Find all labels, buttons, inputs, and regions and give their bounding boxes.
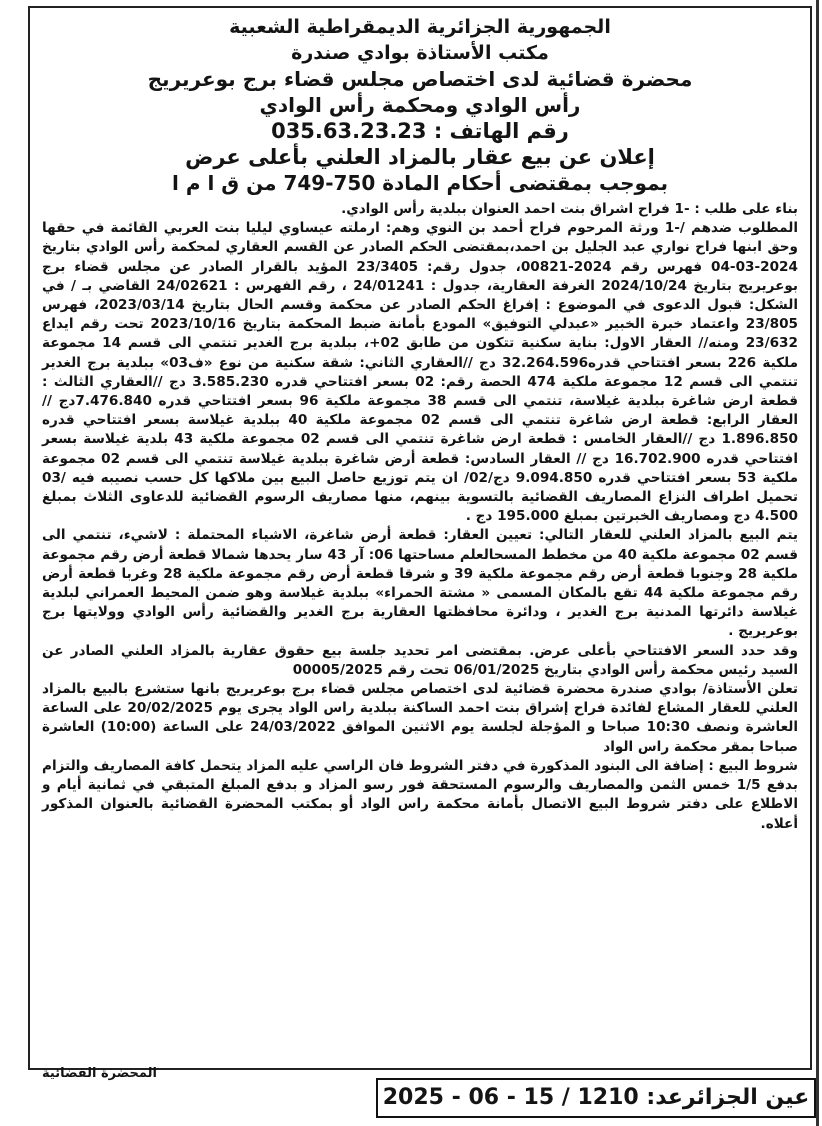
column-divider [816, 0, 819, 1126]
paragraph-conditions: شروط البيع : إضافة الى البنود المذكورة في دفتر الشروط فان الراسي عليه المزاد يتحمل كافة المصاريف والتزام بدفع 1/5 خمس الثمن والمصاريف والرسوم المستحقة فور رسو المزاد و بدفع المبلغ المتبقي في ثمانية أيام و الاطلاع على دفتر شروط البيع الاتصال بأمانة محكمة راس الواد أو بمكتب المحضرة القضائية بالعنوان المذكور أعلاه. [42, 757, 798, 832]
bailiff-jurisdiction: محضرة قضائية لدى اختصاص مجلس قضاء برج بوعريريج [147, 67, 693, 91]
office-name: مكتب الأستاذة بوادي صندرة [291, 42, 549, 64]
announcement-body [30, 196, 810, 834]
phone-number: رقم الهاتف : 035.63.23.23 [271, 119, 569, 143]
legal-basis: بموجب بمقتضى أحكام المادة 750-749 من ق ا م ا [172, 171, 668, 195]
paragraph-defendants: المطلوب ضدهم /-1 ورثة المرحوم فراح أحمد بن النوي وهم: ارملته عيساوي ليليا بنت العربي القائمة في حقها وحق ابنها فراح نواري عبد الجليل بن احمد،بمقتضى الحكم الصادر عن القسم العقاري لمحكمة رأس الوادي بتاريخ 2024-03-04 فهرس رقم 2024-00821، جدول رقم: 23/3405 المؤيد بالقرار الصادر عن مجلس قضاء برج بوعريريج بتاريخ 2024/10/24 الغرفة العقارية، جدول : 24/01241 ، رقم الفهرس : 24/02621 القاضي بـ / في الشكل: قبول الدعوى في الموضوع : إفراغ الحكم الصادر عن محكمة وقسم الحال بتاريخ 2023/03/14، فهرس 23/805 واعتماد خبرة الخبير «عبدلي التوفيق» المودع بأمانة ضبط المحكمة بتاريخ 2023/10/16 تحت رقم ايداع 23/632 ومنه// العقار الاول: بناية سكنية تتكون من طابق 02+، ببلدية برج الغدير تنتمي الى قسم 14 مجموعة ملكية 226 بسعر افتتاحي قدره32.264.596 دج //العقاري الثاني: شقة سكنية من نوع «ف03» ببلدية برج الغدير تنتمي الى قسم 12 مجموعة ملكية 474 الحصة رقم: 02 بسعر افتتاحي قدره 3.585.230 دج //العقاري الثالث : قطعة ارض شاغرة ببلدية غيلاسة، تنتمي الى قسم 38 مجموعة ملكية 96 بسعر افتتاحي قدره 7.476.840دج // العقار الرابع: قطعة ارض شاغرة تنتمي الى قسم 02 مجموعة ملكية 40 ببلدية غيلاسة بسعر افتتاحي قدره 1.896.850 دج //العقار الخامس : قطعة ارض شاغرة تنتمي الى قسم 02 مجموعة ملكية 43 بلدية غيلاسة بسعر افتتاحي قدره 16.702.900 دج // العقار السادس: قطعة أرض شاغرة ببلدية غيلاسة تنتمي الى قسم 02 مجموعة ملكية 53 بسعر افتتاحي قدره 9.094.850 دج/02/ ان يتم توزيع حاصل البيع بين ملاكها كل حسب نصيبه فيه /03 تحميل اطراف النزاع المصاريف القضائية بالتسوية بينهم، منها مصاريف الرسوم القضائية للدعاوى الثلاث بمبلغ 4.500 دج ومصاريف الخبرتين بمبلغ 195.000 دج . [42, 220, 799, 525]
header [30, 8, 810, 196]
republic-title: الجمهورية الجزائرية الديمقراطية الشعبية [229, 16, 611, 38]
announcement-title: إعلان عن بيع عقار بالمزاد العلني بأعلى عرض [185, 145, 655, 169]
announcement-page [28, 6, 814, 1110]
announcement-frame [28, 6, 812, 1070]
signature: المحضرة القضائية [42, 1066, 157, 1081]
paragraph-property: يتم البيع بالمزاد العلني للعقار التالي: تعيين العقار: قطعة أرض شاغرة، الاشياء المحتملة : لاشيء، تنتمي الى قسم 02 مجموعة ملكية 40 من مخطط المسحالعلم مساحتها 06: آر 43 سار يحدها شمالا قطعة أرض رقم مجموعة ملكية 28 وجنوبا قطعة أرض رقم مجموعة ملكية 39 و شرقا قطعة أرض رقم مجموعة ملكية 28 وغربا قطعة أرض رقم مجموعة ملكية 44 تقع بالمكان المسمى « مشتة الحمراء» ببلدية غيلاسة وهو ضمن المحيط العمراني لبلدية غيلاسة دائرتها المدنية برج الغدير ، ودائرة محافظتها العقارية برج الغدير والقضائية رأس الوادي وولايتها برج بوعريريج . [42, 527, 798, 640]
paragraph-applicant: بناء على طلب : -1 فراح اشراق بنت احمد العنوان ببلدية رأس الوادي. [341, 201, 798, 217]
publication-reference: عين الجزائرعد: 1210 / 15 - 06 - 2025 [376, 1078, 816, 1118]
court-name: رأس الوادي ومحكمة رأس الوادي [259, 93, 581, 117]
paragraph-auction-date: تعلن الأستاذة/ بوادي صندرة محضرة قضائية لدى اختصاص مجلس قضاء برج بوعريريج بانها ستشرع بالبيع بالمزاد العلني للعقار المشاع لفائدة فراح إشراق بنت احمد الساكنة ببلدية راس الواد يجرى يوم 20/02/2025 على الساعة العاشرة ونصف 10:30 صباحا و المؤجلة لجلسة يوم الاثنين الموافق 24/03/2022 على الساعة (10:00) العاشرة صباحا بمقر محكمة راس الواد [42, 681, 799, 755]
paragraph-order: وقد حدد السعر الافتتاحي بأعلى عرض. بمقتضى امر تحديد جلسة بيع حقوق عقارية بالمزاد العلني الصادر عن السيد رئيس محكمة رأس الوادي بتاريخ 06/01/2025 تحت رقم 00005/2025 [42, 642, 798, 678]
